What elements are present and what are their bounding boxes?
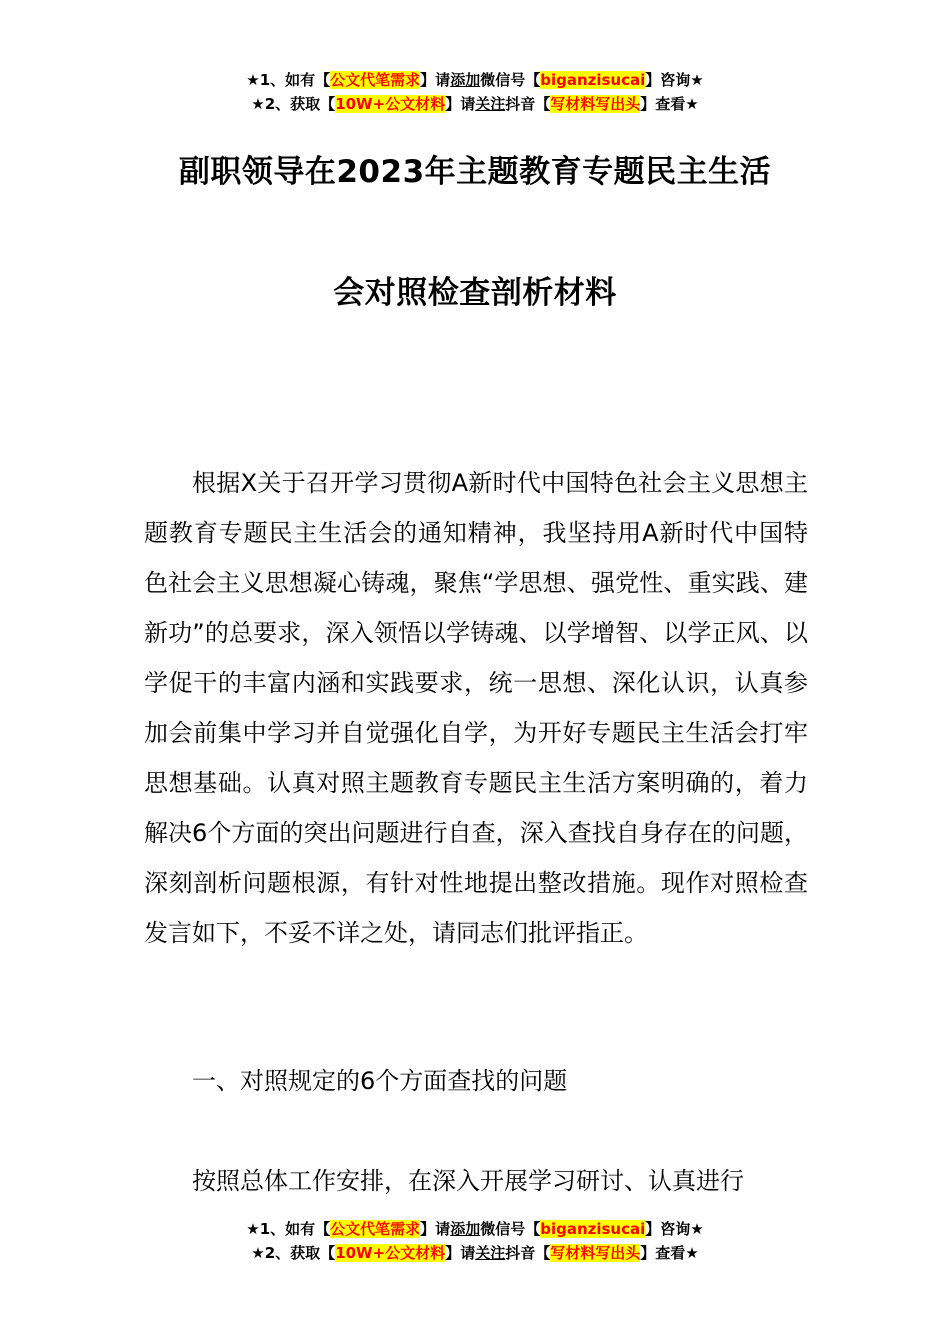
section-paragraph-1: 按照总体工作安排，在深入开展学习研讨、认真进行 [192, 1167, 744, 1195]
footer-highlight-materials: 10W+公文材料 [335, 1244, 446, 1262]
section-heading-1: 一、对照规定的6个方面查找的问题 [192, 1067, 568, 1095]
intro-paragraph: 根据X关于召开学习贯彻A新时代中国特色社会主义思想主题教育专题民主生活会的通知精神，我坚持用A新时代中国特色社会主义思想凝心铸魂，聚焦“学思想、强党性、重实践、建新功”的总要求，深入领悟以学铸魂、以学增智、以学正风、以学促干的丰富内涵和实践要求，统一思想、深化认识，认真参加会前集中学习并自觉强化自学，为开好专题民主生活会打牢思想基础。认真对照主题教育专题民主生活方案明确的，着力解决6个方面的突出问题进行自查，深入查找自身存在的问题，深刻剖析问题根源，有针对性地提出整改措施。现作对照检查发言如下，不妥不详之处，请同志们批评指正。 [144, 469, 808, 947]
footer-highlight-writing-service: 公文代笔需求 [330, 1220, 421, 1238]
document-title-line-2: 会对照检查剖析材料 [333, 275, 617, 311]
footer-banner [0, 1217, 950, 1265]
banner-highlight-materials: 10W+公文材料 [335, 95, 446, 113]
banner-line-2: ★2、获取【10W+公文材料】请关注抖音【写材料写出头】查看★ [251, 95, 699, 113]
document-title-line-1: 副职领导在2023年主题教育专题民主生活 [178, 154, 772, 190]
banner-line-1: ★1、如有【公文代笔需求】请添加微信号【biganzisucai】咨询★ [246, 71, 704, 89]
banner-highlight-douyin-account: 写材料写出头 [550, 95, 641, 113]
footer-banner-line-1: ★1、如有【公文代笔需求】请添加微信号【biganzisucai】咨询★ [246, 1220, 704, 1238]
header-banner [0, 68, 950, 116]
banner-highlight-writing-service: 公文代笔需求 [330, 71, 421, 89]
footer-banner-line-2: ★2、获取【10W+公文材料】请关注抖音【写材料写出头】查看★ [251, 1244, 699, 1262]
footer-highlight-wechat-id: biganzisucai [540, 1220, 646, 1238]
footer-highlight-douyin-account: 写材料写出头 [550, 1244, 641, 1262]
banner-highlight-wechat-id: biganzisucai [540, 71, 646, 89]
